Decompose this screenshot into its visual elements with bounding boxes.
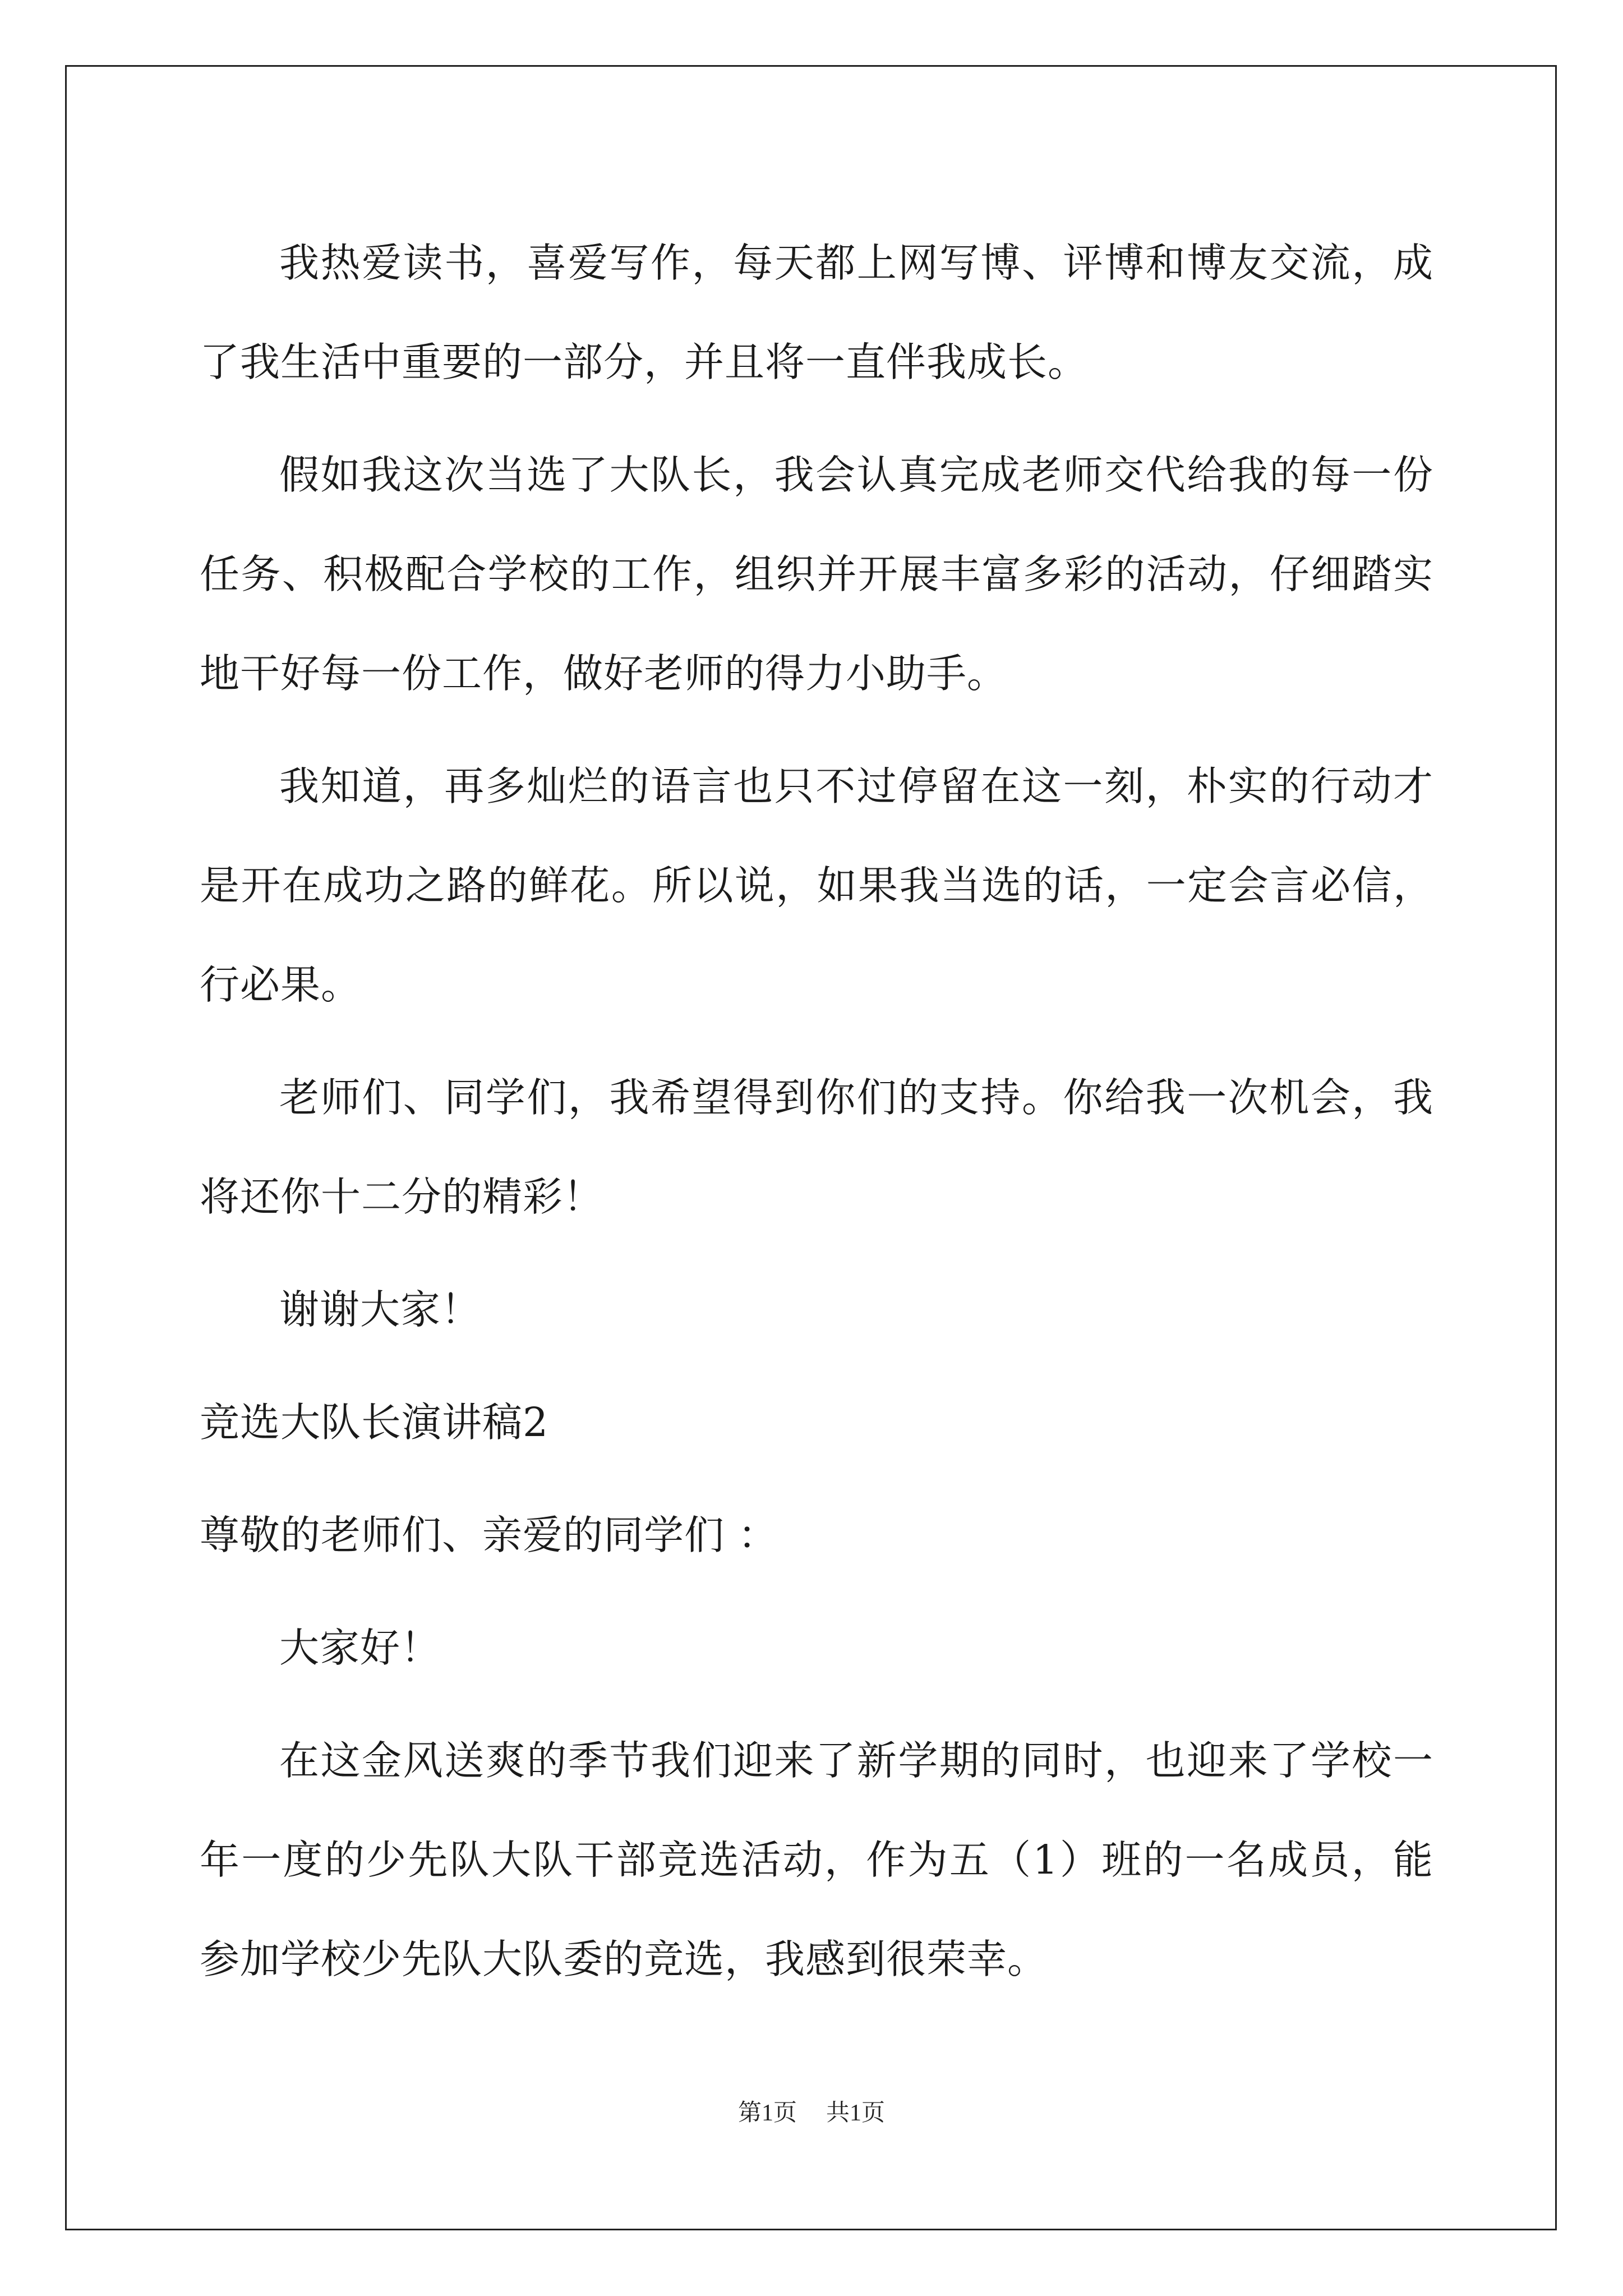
paragraph-action-words: 我知道，再多灿烂的语言也只不过停留在这一刻，朴实的行动才是开在成功之路的鲜花。所以说，如果我当选的话，一定会言必信，行必果。 bbox=[200, 763, 1433, 1008]
paragraph-reading-writing: 我热爱读书，喜爱写作，每天都上网写博、评博和博友交流，成了我生活中重要的一部分，并且将一直伴我成长。 bbox=[200, 240, 1433, 385]
salutation: 尊敬的老师们、亲爱的同学们 ： bbox=[200, 1512, 778, 1558]
section-title: 竞选大队长演讲稿2 bbox=[200, 1399, 549, 1446]
paragraph-election-promise: 假如我这次当选了大队长，我会认真完成老师交代给我的每一份任务、积极配合学校的工作，组织并开展丰富多彩的活动，仔细踏实地干好每一份工作，做好老师的得力小助手。 bbox=[200, 452, 1433, 697]
paragraph-thanks: 谢谢大家！ bbox=[279, 1286, 482, 1333]
document-body bbox=[200, 213, 1433, 2022]
paragraph-greeting: 大家好！ bbox=[279, 1625, 441, 1671]
paragraph-introduction: 在这金风送爽的季节我们迎来了新学期的同时，也迎来了学校一年一度的少先队大队干部竞选活动，作为五（1）班的一名成员，能参加学校少先队大队委的竞选，我感到很荣幸。 bbox=[200, 1737, 1433, 1982]
page-number-total: 共1页 bbox=[826, 2100, 886, 2126]
page-footer bbox=[0, 2094, 1623, 2128]
paragraph-support-request: 老师们、同学们，我希望得到你们的支持。你给我一次机会，我将还你十二分的精彩！ bbox=[200, 1074, 1433, 1220]
page-number-current: 第1页 bbox=[737, 2100, 797, 2126]
